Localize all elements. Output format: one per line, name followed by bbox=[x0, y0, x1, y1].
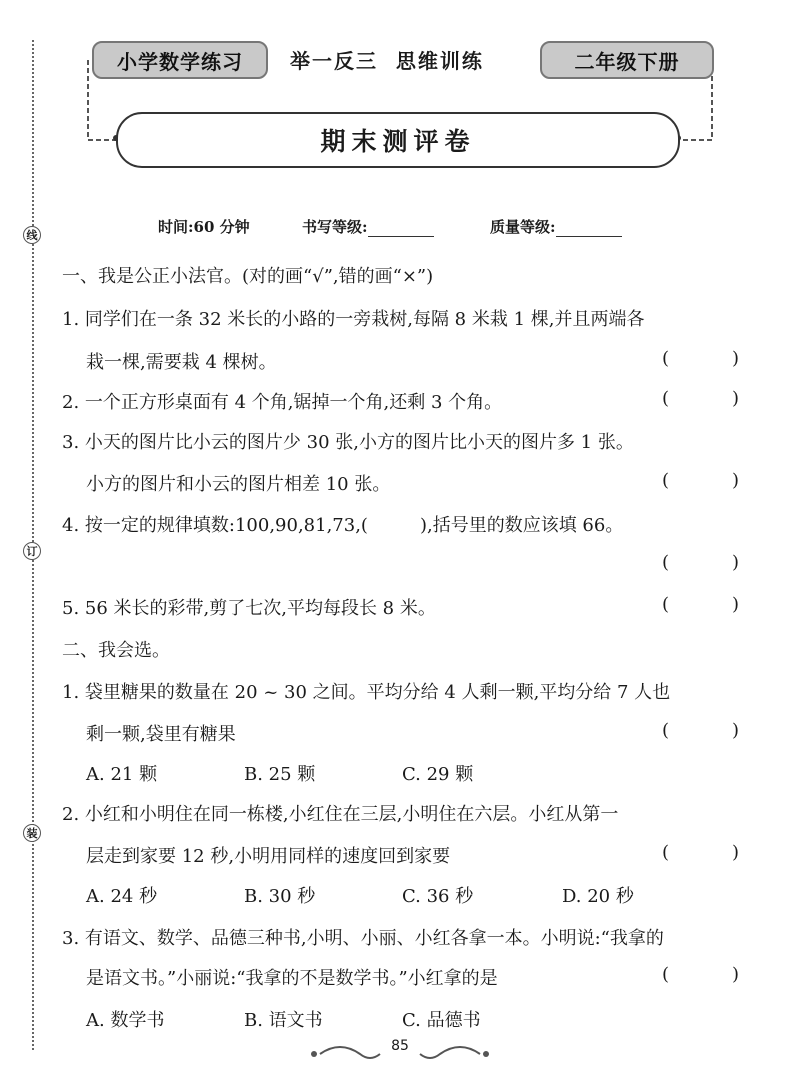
writing-grade bbox=[302, 216, 434, 237]
binding-mark-zhuang: 装 bbox=[23, 824, 41, 842]
s2-q1-option-b[interactable]: B. 25 颗 bbox=[244, 764, 316, 785]
s2-q1-option-c[interactable]: C. 29 颗 bbox=[402, 764, 474, 785]
s2-q2-option-c[interactable]: C. 36 秒 bbox=[402, 886, 474, 907]
binding-mark-ding: 订 bbox=[23, 542, 41, 560]
s2-q1-option-a[interactable]: A. 21 颗 bbox=[86, 764, 158, 785]
section2-heading: 二、我会选。 bbox=[62, 640, 170, 661]
s2-q1-answer[interactable]: ( ) bbox=[662, 720, 740, 741]
section1-heading: 一、我是公正小法官。(对的画“√”,错的画“×”) bbox=[62, 266, 434, 287]
s2-q1-line1: 1. 袋里糖果的数量在 20 ~ 30 之间。平均分给 4 人剩一颗,平均分给 7 人也 bbox=[62, 682, 671, 703]
s2-q1-line2: 剩一颗,袋里有糖果 bbox=[86, 724, 236, 745]
s1-q5-line1: 5. 56 米长的彩带,剪了七次,平均每段长 8 米。 bbox=[62, 598, 436, 619]
s1-q3-line2: 小方的图片和小云的图片相差 10 张。 bbox=[86, 474, 391, 495]
s1-q2-answer[interactable]: ( ) bbox=[662, 388, 740, 409]
s2-q3-line2: 是语文书。”小丽说:“我拿的不是数学书。”小红拿的是 bbox=[86, 968, 498, 989]
header-left-tag: 小学数学练习 bbox=[92, 41, 268, 79]
s1-q1-answer[interactable]: ( ) bbox=[662, 348, 740, 369]
writing-grade-label: 书写等级: bbox=[302, 218, 368, 236]
quality-grade bbox=[490, 216, 622, 237]
s1-q1-line1: 1. 同学们在一条 32 米长的小路的一旁栽树,每隔 8 米栽 1 棵,并且两端各 bbox=[62, 309, 645, 330]
quality-grade-blank[interactable] bbox=[556, 222, 622, 237]
s2-q3-line1: 3. 有语文、数学、品德三种书,小明、小丽、小红各拿一本。小明说:“我拿的 bbox=[62, 928, 664, 949]
quality-grade-label: 质量等级: bbox=[490, 218, 556, 236]
s2-q2-line2: 层走到家要 12 秒,小明用同样的速度回到家要 bbox=[86, 846, 451, 867]
page-number: 85 bbox=[391, 1038, 409, 1054]
s2-q3-option-b[interactable]: B. 语文书 bbox=[244, 1010, 323, 1031]
binding-mark-xian: 线 bbox=[23, 226, 41, 244]
s1-q5-answer[interactable]: ( ) bbox=[662, 594, 740, 615]
header-series-title: 举一反三 思维训练 bbox=[290, 49, 484, 73]
s2-q3-option-c[interactable]: C. 品德书 bbox=[402, 1010, 481, 1031]
s1-q4-line1 bbox=[62, 511, 623, 537]
s2-q2-option-d[interactable]: D. 20 秒 bbox=[562, 886, 634, 907]
s2-q3-answer[interactable]: ( ) bbox=[662, 964, 740, 985]
s2-q2-option-a[interactable]: A. 24 秒 bbox=[86, 886, 158, 907]
s1-q2-line1: 2. 一个正方形桌面有 4 个角,锯掉一个角,还剩 3 个角。 bbox=[62, 392, 503, 413]
header-right-tag: 二年级下册 bbox=[540, 41, 714, 79]
s2-q2-answer[interactable]: ( ) bbox=[662, 842, 740, 863]
s1-q4-answer[interactable]: ( ) bbox=[662, 552, 740, 573]
time-limit: 时间:60 分钟 bbox=[158, 218, 250, 236]
s2-q3-option-a[interactable]: A. 数学书 bbox=[86, 1010, 165, 1031]
s1-q4-text-b: ),括号里的数应该填 66。 bbox=[419, 515, 624, 536]
s2-q2-line1: 2. 小红和小明住在同一栋楼,小红住在三层,小明住在六层。小红从第一 bbox=[62, 804, 619, 825]
s1-q1-line2: 栽一棵,需要栽 4 棵树。 bbox=[86, 352, 277, 373]
s1-q3-line1: 3. 小天的图片比小云的图片少 30 张,小方的图片比小天的图片多 1 张。 bbox=[62, 432, 634, 453]
s1-q3-answer[interactable]: ( ) bbox=[662, 470, 740, 491]
s2-q2-option-b[interactable]: B. 30 秒 bbox=[244, 886, 316, 907]
writing-grade-blank[interactable] bbox=[368, 222, 434, 237]
s1-q4-text-a: 4. 按一定的规律填数:100,90,81,73,( bbox=[62, 515, 368, 536]
page-title: 期末测评卷 bbox=[116, 112, 680, 168]
